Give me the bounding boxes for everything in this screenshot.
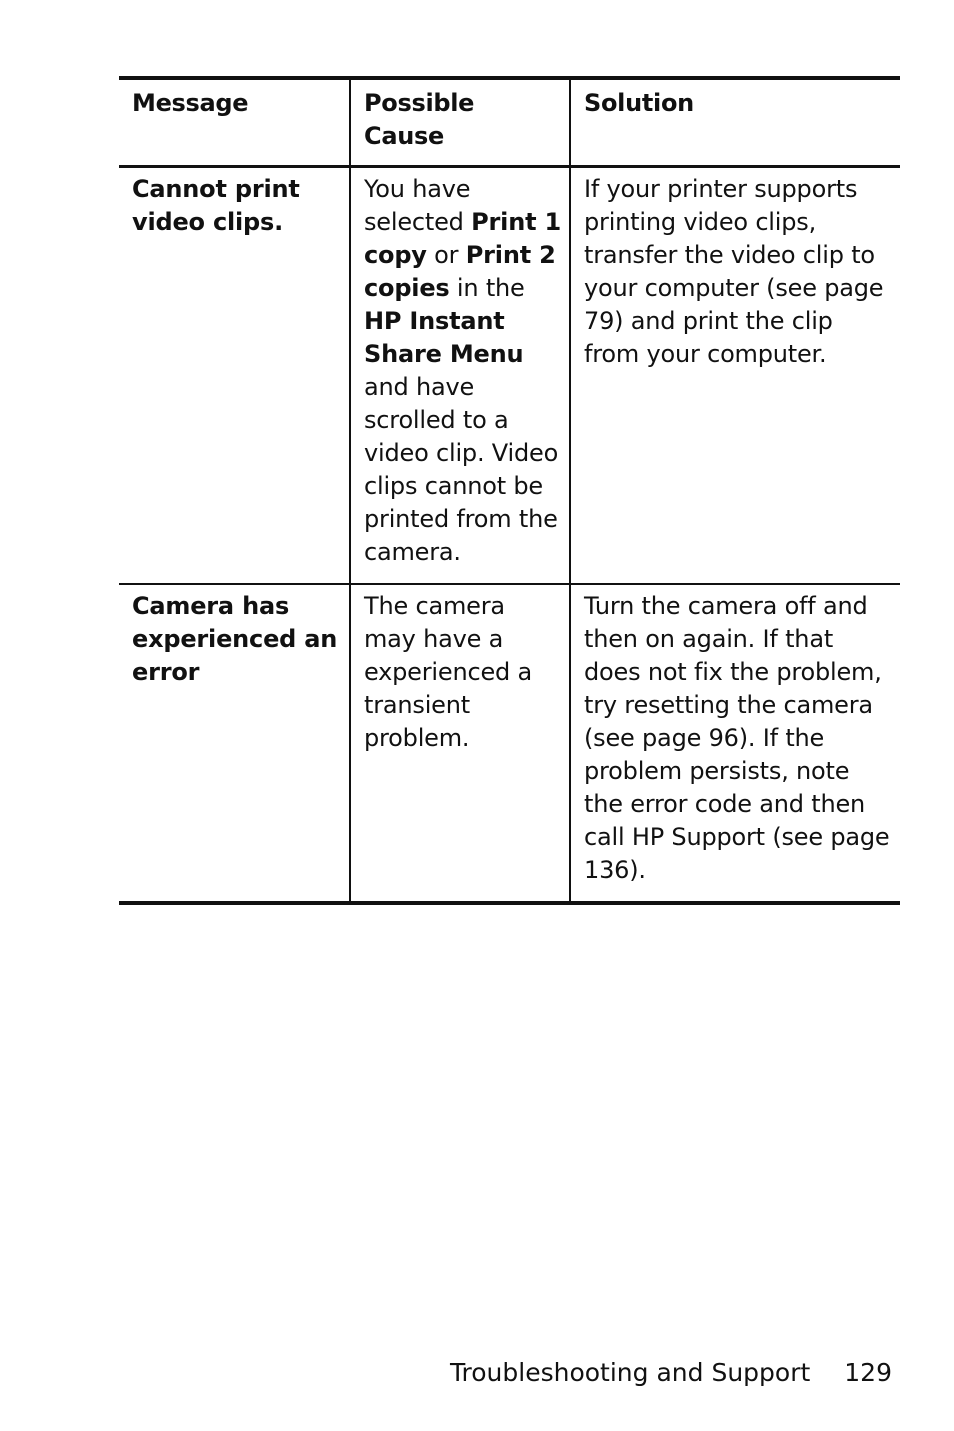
cause-cell: [350, 584, 570, 903]
cause-text: or: [426, 241, 466, 269]
header-message: Message: [132, 89, 249, 117]
troubleshooting-table: [119, 76, 900, 905]
cause-text: and have scrolled to a video clip. Video clips cannot be printed from the camera.: [364, 373, 559, 566]
page-footer: [450, 1356, 892, 1390]
message-cell: Camera has experienced an error: [132, 592, 338, 686]
message-cell: Cannot print video clips.: [132, 175, 300, 236]
table-row: [119, 584, 900, 903]
solution-cell: If your printer supports printing video clips, transfer the video clip to your computer (see page 79) and print the clip from your computer.: [570, 167, 900, 585]
cause-cell: [350, 167, 570, 585]
solution-cell: Turn the camera off and then on again. If that does not fix the problem, try resetting the camera (see page 96). If the problem persists, note the error code and then call HP Support (see page 136).: [570, 584, 900, 903]
table-header-row: [119, 78, 900, 167]
page-number: 129: [844, 1358, 892, 1387]
cause-text-bold: Print 1 copy: [364, 208, 562, 269]
cause-text-bold: Print 2 copies: [364, 241, 556, 302]
header-solution: Solution: [570, 78, 900, 167]
header-possible-cause: Possible Cause: [350, 78, 570, 167]
cause-text-bold: HP Instant Share Menu: [364, 307, 524, 368]
cause-text: in the: [449, 274, 525, 302]
cause-text: You have selected: [364, 175, 472, 236]
cause-text: The camera may have a experienced a transient problem.: [364, 592, 532, 752]
table-row: [119, 167, 900, 585]
footer-section-title: Troubleshooting and Support: [449, 1358, 811, 1387]
